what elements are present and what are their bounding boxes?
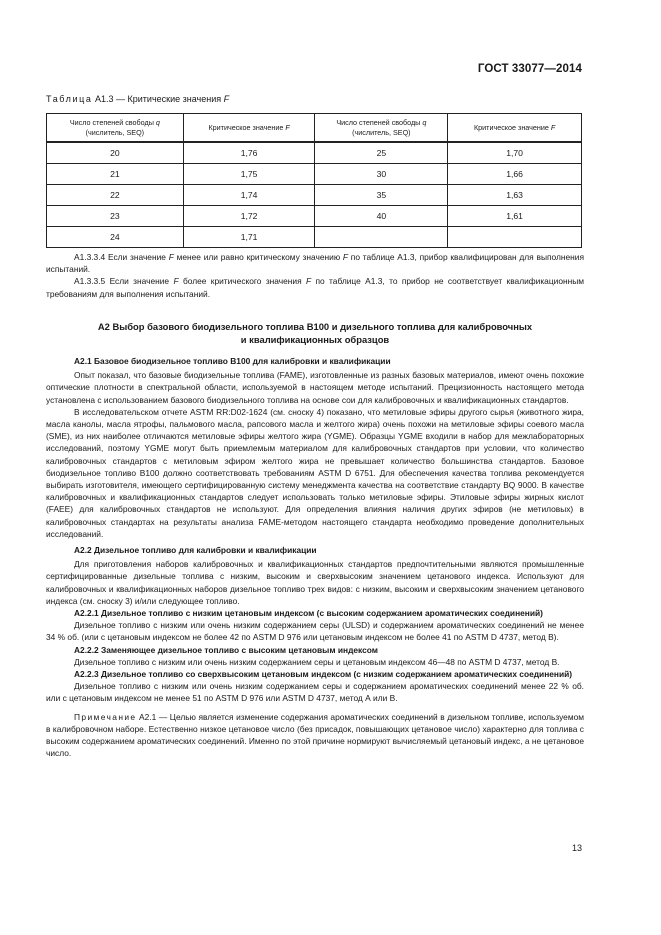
table-caption-rest: A1.3 — Критические значения [95, 94, 222, 104]
a221-paragraph: Дизельное топливо с низким или очень низким содержанием серы (ULSD) и содержанием ароматических соединений не менее 34 % об. (или с цетановым индексом не более 42 по ASTM D 976 или цетановым индексом не более 41 по ASTM D 4737, метод В). [46, 620, 584, 643]
table-cell: 25 [315, 142, 448, 164]
table-caption-word: Таблица [46, 94, 93, 104]
table-row [47, 206, 582, 227]
table-cell: 1,71 [183, 227, 315, 248]
table-caption-var: F [223, 94, 230, 104]
table-header-row [47, 114, 582, 143]
table-cell: 1,66 [448, 164, 582, 185]
table-caption [46, 94, 229, 104]
a21-paragraph-1: Опыт показал, что базовые биодизельные топлива (FAME), изготовленные из разных базовых материалов, имеют очень похожие оптические плотности в спектральной области, используемой в настоящем методе испытаний. Прецизионность настоящего метода установлена с использованием базового биодизельного топлива на основе сои для калибровочных и квалификационных стандартов. [46, 370, 584, 405]
table-cell: 20 [47, 142, 184, 164]
table-cell: 1,70 [448, 142, 582, 164]
table-cell [315, 227, 448, 248]
clauses-a133 [46, 251, 584, 300]
page-number: 13 [571, 843, 582, 853]
table-row [47, 185, 582, 206]
table-cell: 1,61 [448, 206, 582, 227]
table-cell: 40 [315, 206, 448, 227]
a223-paragraph: Дизельное топливо с низким или очень низким содержанием серы и содержанием ароматических соединений менее 22 % об. или с цетановым индексом не менее 51 по ASTM D 976 или ASTM D 4737, метод А или В. [46, 681, 584, 704]
col-header-critical-1: Критическое значение F [183, 114, 315, 143]
table-cell: 1,72 [183, 206, 315, 227]
clause-a1334: А1.3.3.4 Если значение F менее или равно критическому значению F по таблице А1.3, прибор квалифицирован для выполнения испытаний. [46, 252, 584, 275]
critical-values-table [46, 113, 582, 248]
section-a2-body [46, 355, 584, 760]
table-cell: 1,74 [183, 185, 315, 206]
table-cell: 22 [47, 185, 184, 206]
table-cell: 1,76 [183, 142, 315, 164]
table-cell: 1,63 [448, 185, 582, 206]
a222-title: А2.2.2 Заменяющее дизельное топливо с высоким цетановым индексом [74, 644, 378, 655]
table-cell: 23 [47, 206, 184, 227]
a222-paragraph: Дизельное топливо с низким или очень низким содержанием серы и цетановым индексом 46—48 по ASTM D 4737, метод В. [74, 656, 560, 667]
standard-code: ГОСТ 33077—2014 [477, 63, 582, 75]
table-cell: 21 [47, 164, 184, 185]
note-a21: Примечание А2.1 — Целью является изменение содержания ароматических соединений в дизельном топливе, используемом в калибровочном наборе. Естественно низкое цетановое число (без присадок, повышающих цетановое число) характерно для топлива с высоким содержанием ароматических соединений. Именно по этой причине нормируют вычисляемый цетановый индекс, а не цетановое число. [46, 711, 584, 759]
table-row [47, 142, 582, 164]
table-row [47, 164, 582, 185]
a22-title: А2.2 Дизельное топливо для калибровки и квалификации [74, 545, 317, 556]
a21-title: А2.1 Базовое биодизельное топливо В100 для калибровки и квалификации [74, 356, 391, 366]
table-cell [448, 227, 582, 248]
a21-paragraph-2: В исследовательском отчете ASTM RR:D02-1624 (см. сноску 4) показано, что метиловые эфиры другого сырья (животного жира, масла канолы, масла ятрофы, пальмового масла, рапсового масла и желтого жира) очень похожи на метиловые эфиры соевого масла (SME), из них наиболее отличаются метиловые эфиры желтого жира (YGME). Образцы YGME входили в набор для межлабораторных исследований, поэтому YGME могут быть приемлемым материалом для калибровочных стандартов при условии, что количество калибровочных стандартов с метиловым эфиром желтого жира не превышает количество большинства стандартов. Базовое биодизельное топливо В100 должно соответствовать требованиям ASTM D 6751. Для обеспечения качества топлива рекомендуется выбирать изготовителя, имеющего сертифицированную систему менеджмента качества на соответствие стандарту BQ 9000. В качестве калибровочных и квалификационных стандартов следует использовать только метиловые эфиры. Этиловые эфиры жирных кислот (FAEE) для калибровочных стандартов не используют. Для определения влияния наличия других эфиров (не метиловых) в калибровочных стандартах на результаты анализа FAME-методом настоящего стандарта необходимо проведение дополнительных исследований. [46, 406, 584, 539]
col-header-dof-2: Число степеней свободы q (числитель, SEQ) [315, 114, 448, 143]
col-header-dof-1: Число степеней свободы q (числитель, SEQ) [47, 114, 184, 143]
a22-paragraph: Для приготовления наборов калибровочных и квалификационных стандартов предпочтительными являются промышленные сертифицированные дизельные топлива с низким, высоким и сверхвысоким значением цетанового индекса. Используют для калибровочных и квалификационных наборов дизельное топливо трех видов: с низким, высоким и сверхвысоким значением цетанового индекса (см. сноску 3) и/или следующее топливо. [46, 559, 584, 606]
table-row [47, 227, 582, 248]
section-a2-title: А2 Выбор базового биодизельного топлива В100 и дизельного топлива для калибровочных и квалификационных образцов [97, 321, 533, 345]
table-cell: 24 [47, 227, 184, 248]
table-cell: 1,75 [183, 164, 315, 185]
table-cell: 30 [315, 164, 448, 185]
a221-title: А2.2.1 Дизельное топливо с низким цетановым индексом (с высоким содержанием ароматических соединений) [74, 608, 543, 619]
table-cell: 35 [315, 185, 448, 206]
col-header-critical-2: Критическое значение F [448, 114, 582, 143]
a223-title: А2.2.3 Дизельное топливо со сверхвысоким цетановым индексом (с низким содержанием ароматических соединений) [74, 669, 573, 680]
clause-a1335: А1.3.3.5 Если значение F более критического значения F по таблице А1.3, то прибор не соответствует квалификационным требованиям для выполнения испытаний. [46, 276, 585, 299]
